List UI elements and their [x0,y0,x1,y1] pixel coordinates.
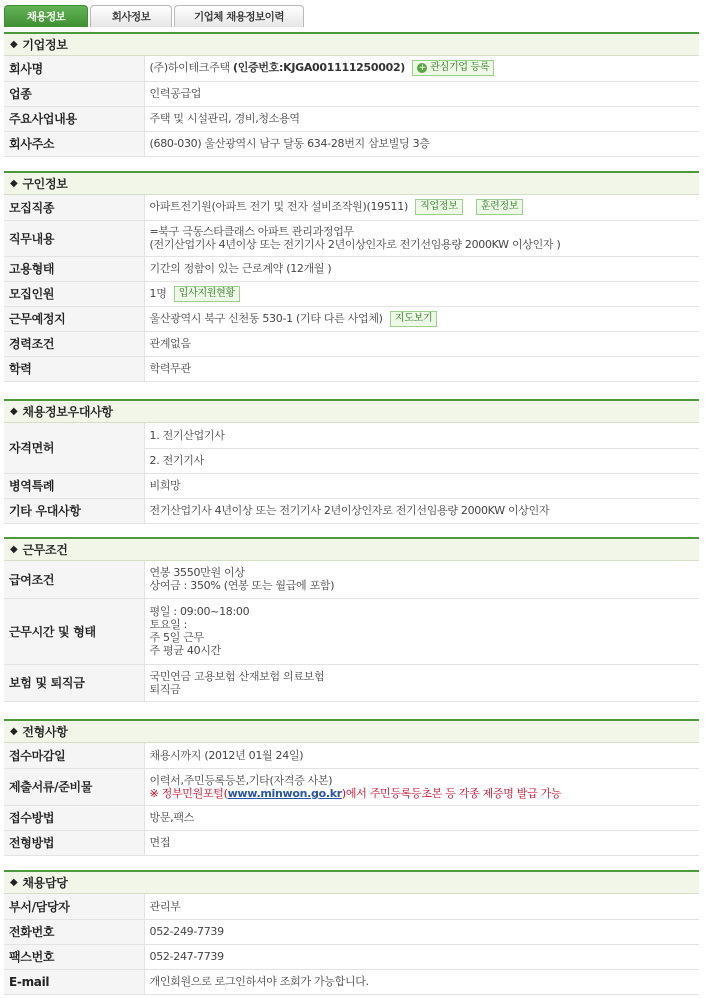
table-row [4,81,699,106]
section-title [4,171,699,195]
section-title-text: 근무조건 [22,543,68,557]
phone-label: 전화번호 [4,919,144,944]
address-label: 회사주소 [4,131,144,156]
table-row [4,805,699,830]
section-title [4,719,699,743]
email-value: 개인회원으로 로그인하셔야 조회가 가능합니다. [144,969,699,994]
section-title-text: 전형사항 [22,725,68,739]
career-value: 관계없음 [144,331,699,356]
table-row [4,743,699,768]
other-preference-value: 전기산업기사 4년이상 또는 전기기사 2년이상인자로 전기선임용량 2000KW 이상인자 [144,498,699,523]
screening-table [4,743,699,856]
diamond-icon: ◆ [10,178,18,189]
table-row [4,106,699,131]
table-row [4,919,699,944]
table-row [4,195,699,220]
recruit-count-value: 1명 [149,286,167,300]
screening-section [4,719,699,856]
deadline-label: 접수마감일 [4,743,144,768]
career-label: 경력조건 [4,331,144,356]
table-row [4,894,699,919]
diamond-icon: ◆ [10,726,18,737]
training-info-button[interactable]: 훈련정보 [476,199,523,215]
work-conditions-section [4,537,699,702]
work-hours-line: 주 평균 40시간 [149,644,221,657]
documents-label: 제출서류/준비물 [4,768,144,805]
table-row [4,473,699,498]
application-status-button[interactable]: 입사지원현황 [174,286,240,302]
preference-section [4,399,699,524]
recruit-count-label: 모집인원 [4,281,144,306]
application-method-label: 접수방법 [4,805,144,830]
documents-notice: ※ 정부민원포털(www.minwon.go.kr)에서 주민등록등초본 등 각종 제증명 발급 가능 [149,786,562,800]
work-hours-line: 평일 : 09:00~18:00 [149,605,250,618]
job-info-button[interactable]: 직업정보 [415,199,462,215]
insurance-label: 보험 및 퇴직금 [4,664,144,701]
fax-label: 팩스번호 [4,944,144,969]
tab-company-job-history[interactable]: 기업체 채용정보이력 [174,5,304,27]
table-row [4,498,699,523]
work-conditions-table [4,561,699,702]
diamond-icon: ◆ [10,39,18,50]
table-row [4,281,699,306]
license-item: 1. 전기산업기사 [144,423,699,448]
table-row [4,944,699,969]
department-value: 관리부 [144,894,699,919]
table-row [4,561,699,598]
company-name-label: 회사명 [4,56,144,81]
section-title [4,399,699,423]
insurance-line: 국민연금 고용보험 산재보험 의료보험 [149,669,325,683]
license-label: 자격면허 [4,423,144,473]
deadline-value: 채용시까지 (2012년 01월 24일) [144,743,699,768]
business-label: 주요사업내용 [4,106,144,131]
fax-value: 052-247-7739 [144,944,699,969]
industry-value: 인력공급업 [144,81,699,106]
table-row [4,969,699,994]
section-title-text: 채용정보우대사항 [22,405,113,419]
table-row [4,664,699,701]
education-label: 학력 [4,356,144,381]
application-method-value: 방문,팩스 [144,805,699,830]
diamond-icon: ◆ [10,406,18,417]
contact-section [4,870,699,995]
industry-label: 업종 [4,81,144,106]
company-table [4,56,699,157]
section-title-text: 기업정보 [22,38,68,52]
interest-company-button[interactable]: + 관심기업 등록 [412,60,494,76]
work-hours-line: 토요일 : [149,618,188,631]
screening-method-value: 면접 [144,830,699,855]
employment-type-label: 고용형태 [4,256,144,281]
email-label: E-mail [4,969,144,994]
duty-line: (전기산업기사 4년이상 또는 전기기사 2년이상인자로 전기선임용량 2000KW 이상인자 ) [149,238,561,251]
contact-table [4,894,699,995]
section-title [4,32,699,56]
work-hours-label: 근무시간 및 형태 [4,598,144,664]
plus-circle-icon: + [418,63,426,74]
table-row [4,56,699,81]
tab-job-info[interactable]: 채용정보 [4,5,88,27]
work-location-value: 울산광역시 북구 신천동 530-1 (기타 다른 사업체) [149,311,383,325]
table-row [4,131,699,156]
military-value: 비희망 [144,473,699,498]
table-row [4,256,699,281]
tab-bar [4,5,306,27]
license-item: 2. 전기기사 [144,448,699,473]
section-title-text: 구인정보 [22,177,68,191]
table-row [4,768,699,805]
documents-value: 이력서,주민등록등본,기타(자격증 사본) [149,773,333,787]
preference-table [4,423,699,524]
duty-line: =북구 극동스타클래스 아파트 관리과정업무 [149,225,354,238]
job-section [4,171,699,382]
job-table [4,195,699,382]
business-value: 주택 및 시설관리, 경비,청소용역 [144,106,699,131]
certification-number: (인증번호:KJGA001111250002) [232,61,406,75]
diamond-icon: ◆ [10,877,18,888]
tab-company-info[interactable]: 회사정보 [90,5,172,27]
salary-label: 급여조건 [4,561,144,598]
section-title [4,537,699,561]
table-row [4,423,699,448]
duty-label: 직무내용 [4,220,144,256]
work-location-label: 근무예정지 [4,306,144,331]
company-name-value: (주)하이테크주택 [149,61,230,75]
salary-line: 상여금 : 350% (연봉 또는 월급에 포함) [149,579,335,593]
table-row [4,830,699,855]
insurance-line: 퇴직금 [149,682,181,696]
company-section [4,32,699,157]
section-title [4,870,699,894]
salary-line: 연봉 3550만원 이상 [149,566,245,580]
work-hours-line: 주 5일 근무 [149,631,204,644]
other-preference-label: 기타 우대사항 [4,498,144,523]
phone-value: 052-249-7739 [144,919,699,944]
employment-type-value: 기간의 정함이 있는 근로계약 (12개월 ) [144,256,699,281]
minwon-portal-link[interactable]: www.minwon.go.kr [227,786,342,800]
screening-method-label: 전형방법 [4,830,144,855]
department-label: 부서/담당자 [4,894,144,919]
map-view-button[interactable]: 지도보기 [390,311,437,327]
position-label: 모집직종 [4,195,144,220]
section-title-text: 채용담당 [22,876,68,890]
diamond-icon: ◆ [10,544,18,555]
table-row [4,220,699,256]
table-row [4,356,699,381]
table-row [4,306,699,331]
military-label: 병역특례 [4,473,144,498]
address-value: (680-030) 울산광역시 남구 달동 634-28번지 삼보빌딩 3층 [144,131,699,156]
position-value: 아파트전기원(아파트 전기 및 전자 설비조작원)(19511) [149,200,408,214]
table-row [4,331,699,356]
table-row [4,598,699,664]
education-value: 학력무관 [144,356,699,381]
